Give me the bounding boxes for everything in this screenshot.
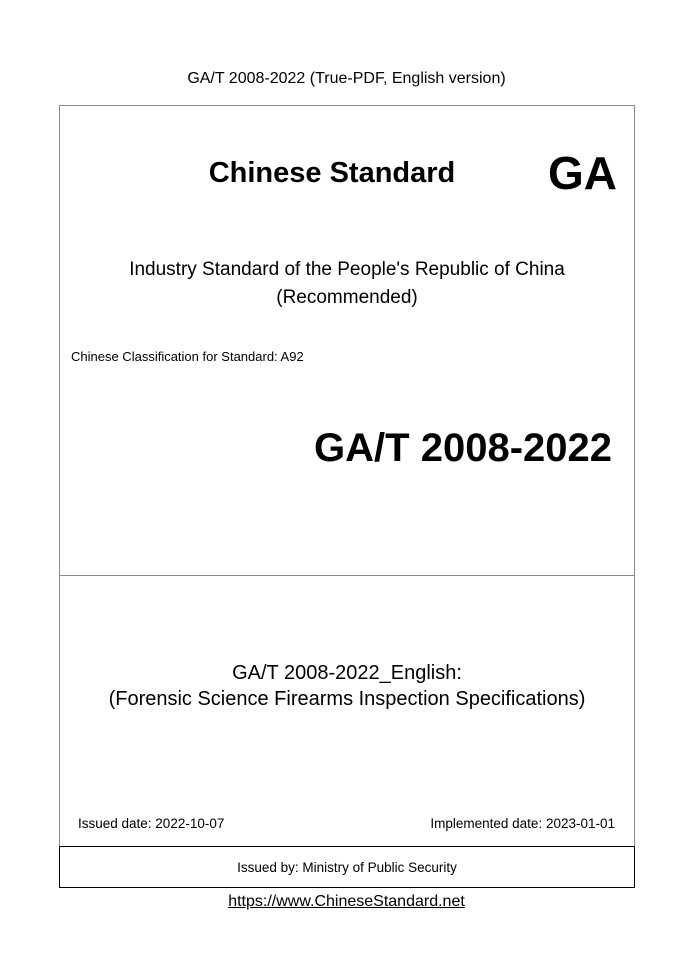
issued-date: Issued date: 2022-10-07 <box>78 816 225 831</box>
issued-by-label: Issued by: Ministry of Public Security <box>237 859 457 875</box>
english-title: GA/T 2008-2022_English: <box>232 662 462 684</box>
classification-label: Chinese Classification for Standard: A92 <box>71 349 304 364</box>
document-header: GA/T 2008-2022 (True-PDF, English version) <box>187 70 506 87</box>
issued-by-box <box>59 846 635 888</box>
website-link[interactable]: https://www.ChineseStandard.net <box>228 893 465 910</box>
cover-panel <box>59 105 635 576</box>
recommended-label: (Recommended) <box>276 287 418 308</box>
ga-mark: GA <box>548 147 617 199</box>
details-panel <box>59 575 635 847</box>
industry-standard-line: Industry Standard of the People's Republic of China <box>129 259 565 280</box>
standard-code: GA/T 2008-2022 <box>314 426 612 470</box>
implemented-date: Implemented date: 2023-01-01 <box>430 816 615 831</box>
english-subtitle: (Forensic Science Firearms Inspection Specifications) <box>108 688 586 710</box>
cover-heading: Chinese Standard <box>208 157 456 189</box>
